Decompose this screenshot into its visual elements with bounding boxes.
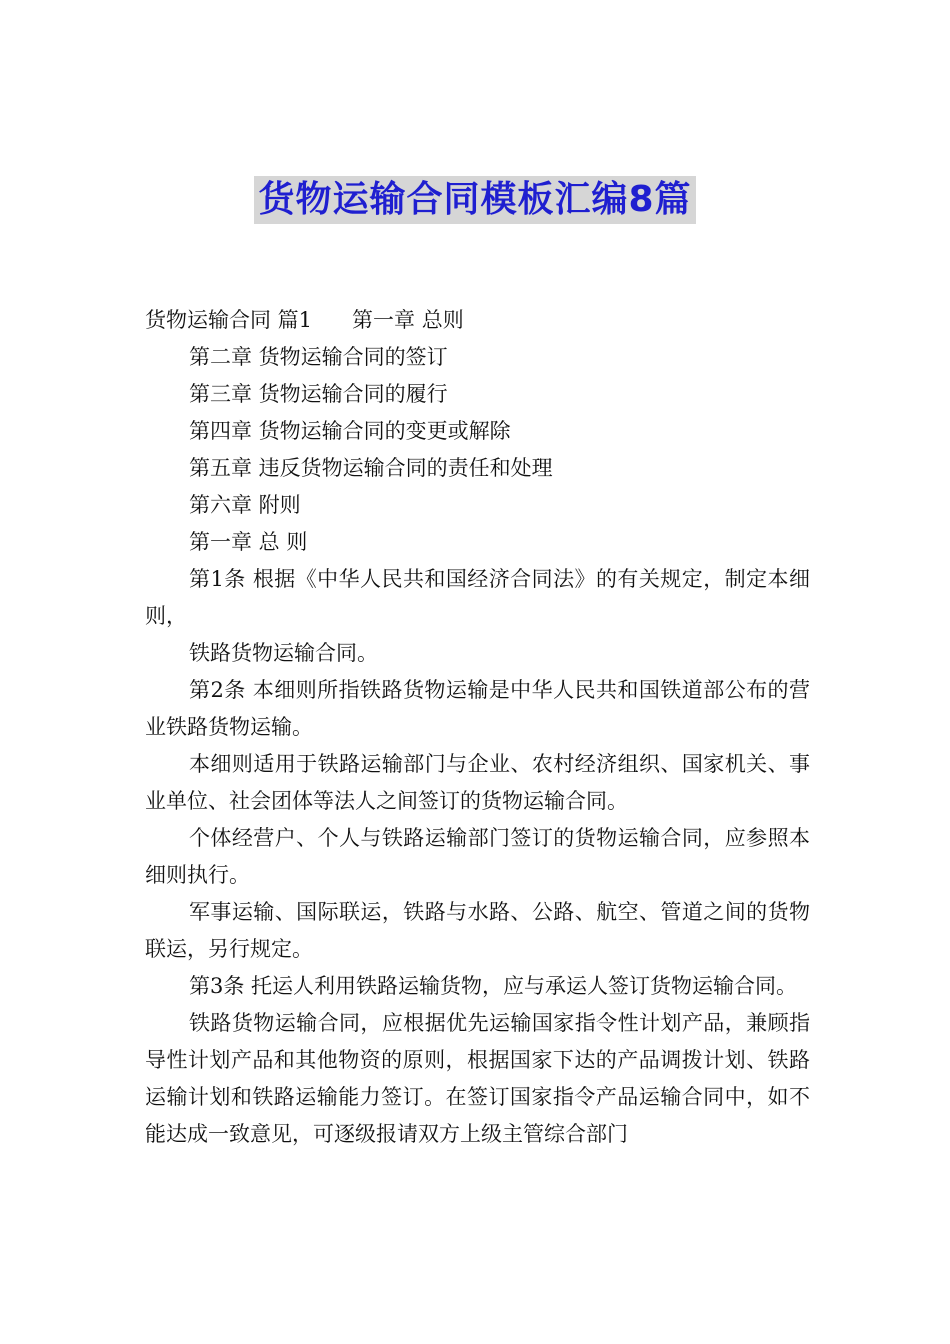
body-paragraph: 军事运输、国际联运，铁路与水路、公路、航空、管道之间的货物联运，另行规定。: [145, 900, 810, 961]
article-2-paragraph: 第2条 本细则所指铁路货物运输是中华人民共和国铁道部公布的营业铁路货物运输。: [145, 678, 810, 739]
toc-item: 第五章 违反货物运输合同的责任和处理: [189, 456, 553, 480]
body-paragraph: 铁路货物运输合同。: [189, 641, 378, 665]
first-chapter-title: 第一章 总则: [352, 308, 464, 332]
intro-line: [145, 302, 810, 339]
body-paragraph: 铁路货物运输合同，应根据优先运输国家指令性计划产品，兼顾指导性计划产品和其他物资的原则，根据国家下达的产品调拨计划、铁路运输计划和铁路运输能力签订。在签订国家指令产品运输合同中，如不能达成一致意见，可逐级报请双方上级主管综合部门: [145, 1011, 810, 1146]
toc-item: 第六章 附则: [189, 493, 301, 517]
contract-heading: 货物运输合同 篇1: [145, 308, 313, 332]
article-3-paragraph: 第3条 托运人利用铁路运输货物，应与承运人签订货物运输合同。: [189, 974, 798, 998]
title-container: [0, 176, 950, 224]
toc-item: 第四章 货物运输合同的变更或解除: [189, 419, 511, 443]
article-1-paragraph: 第1条 根据《中华人民共和国经济合同法》的有关规定，制定本细则，: [145, 567, 810, 628]
document-body: [145, 302, 810, 1153]
chapter-heading: 第一章 总 则: [189, 530, 308, 554]
toc-item: 第二章 货物运输合同的签订: [189, 345, 448, 369]
toc-item: 第三章 货物运输合同的履行: [189, 382, 448, 406]
body-paragraph: 本细则适用于铁路运输部门与企业、农村经济组织、国家机关、事业单位、社会团体等法人之间签订的货物运输合同。: [145, 752, 810, 813]
document-title: 货物运输合同模板汇编8篇: [254, 176, 695, 224]
body-paragraph: 个体经营户、个人与铁路运输部门签订的货物运输合同，应参照本细则执行。: [145, 826, 810, 887]
